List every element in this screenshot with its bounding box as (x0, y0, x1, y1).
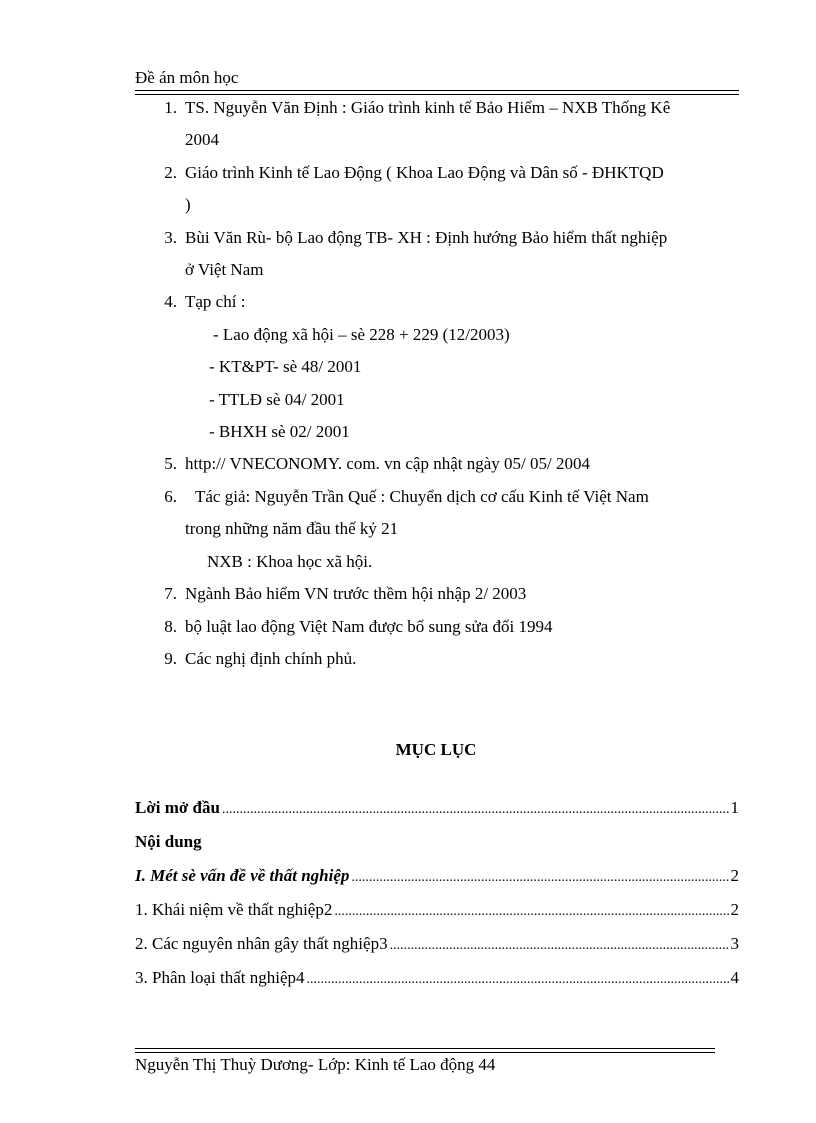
toc-entry-label: 3. Phân loại thất nghiệp4 (135, 968, 305, 987)
reference-item (135, 448, 739, 480)
journal-item: - TTLĐ sè 04/ 2001 (209, 389, 345, 409)
toc-leader-dots (351, 866, 728, 890)
toc-entry[interactable] (135, 966, 739, 1000)
reference-item (135, 481, 739, 513)
toc-entry-label: 1. Khái niệm về thất nghiệp2 (135, 900, 333, 919)
toc-entry-page: 4 (730, 968, 739, 987)
reference-text: 2004 (185, 130, 219, 150)
toc-entry-page: 1 (730, 798, 739, 817)
reference-text: Tạp chí : (185, 292, 246, 312)
reference-text: Tác giả: Nguyễn Trần Quế : Chuyển dịch cơ cấu Kinh tế Việt Nam (195, 486, 649, 506)
reference-text: Bùi Văn Rù- bộ Lao động TB- XH : Định hướng Bảo hiểm thất nghiệp (185, 227, 668, 247)
reference-item (135, 578, 739, 610)
reference-text: Các nghị định chính phủ. (185, 648, 357, 668)
page-header: Đề án môn học (135, 68, 239, 87)
reference-text: bộ luật lao động Việt Nam được bổ sung sửa đổi 1994 (185, 616, 553, 636)
toc-entry-label: 2. Các nguyên nhân gây thất nghiệp3 (135, 934, 388, 953)
toc-entry[interactable] (135, 864, 739, 898)
page-footer: Nguyễn Thị Thuỳ Dương- Lớp: Kinh tế Lao động 44 (135, 1055, 496, 1074)
toc-leader-dots (307, 968, 729, 992)
table-of-contents (135, 796, 739, 1000)
reference-number: 6. (164, 486, 177, 506)
reference-text: Ngành Bảo hiểm VN trước thềm hội nhập 2/ 2003 (185, 584, 527, 604)
toc-entry[interactable] (135, 796, 739, 830)
reference-list (135, 92, 739, 675)
toc-entry-label: Lời mở đầu (135, 798, 220, 817)
journal-item: - KT&PT- sè 48/ 2001 (209, 357, 362, 377)
toc-leader-dots (390, 934, 729, 958)
reference-text: ) (185, 195, 191, 215)
reference-number: 5. (164, 454, 177, 474)
reference-text: ở Việt Nam (185, 260, 264, 280)
journal-item: - BHXH sè 02/ 2001 (209, 422, 350, 442)
reference-item (135, 643, 739, 675)
reference-number: 7. (164, 584, 177, 604)
reference-number: 9. (164, 648, 177, 668)
toc-leader-dots (222, 798, 729, 822)
toc-entry[interactable] (135, 898, 739, 932)
reference-number: 3. (164, 227, 177, 247)
reference-item (135, 222, 739, 287)
toc-title: MỤC LỤC (395, 740, 477, 759)
reference-item (135, 611, 739, 643)
toc-entry[interactable] (135, 830, 739, 864)
toc-entry-label: Nội dung (135, 832, 202, 851)
journal-item: - Lao động xã hội – sè 228 + 229 (12/2003) (213, 324, 510, 344)
toc-entry-page: 2 (730, 900, 739, 919)
reference-item (135, 286, 739, 318)
toc-entry-page: 2 (730, 866, 739, 885)
reference-text: http:// VNECONOMY. com. vn cập nhật ngày 05/ 05/ 2004 (185, 454, 590, 474)
reference-text: Giáo trình Kinh tế Lao Động ( Khoa Lao Động và Dân số - ĐHKTQD (185, 162, 664, 182)
reference-number: 8. (164, 616, 177, 636)
toc-entry-label: I. Mét sè vấn đề về thất nghiệp (135, 866, 350, 885)
reference-item (135, 92, 739, 157)
reference-number: 1. (164, 98, 177, 117)
reference-number: 4. (164, 292, 177, 312)
reference-text: trong những năm đầu thế kỷ 21 (185, 519, 399, 539)
toc-entry-page: 3 (730, 934, 739, 953)
reference-number: 2. (164, 162, 177, 182)
reference-item (135, 157, 739, 222)
reference-text: NXB : Khoa học xã hội. (207, 551, 373, 571)
toc-entry[interactable] (135, 932, 739, 966)
reference-text: TS. Nguyễn Văn Định : Giáo trình kinh tế Bảo Hiểm – NXB Thống Kê (185, 98, 671, 117)
toc-leader-dots (334, 900, 728, 924)
